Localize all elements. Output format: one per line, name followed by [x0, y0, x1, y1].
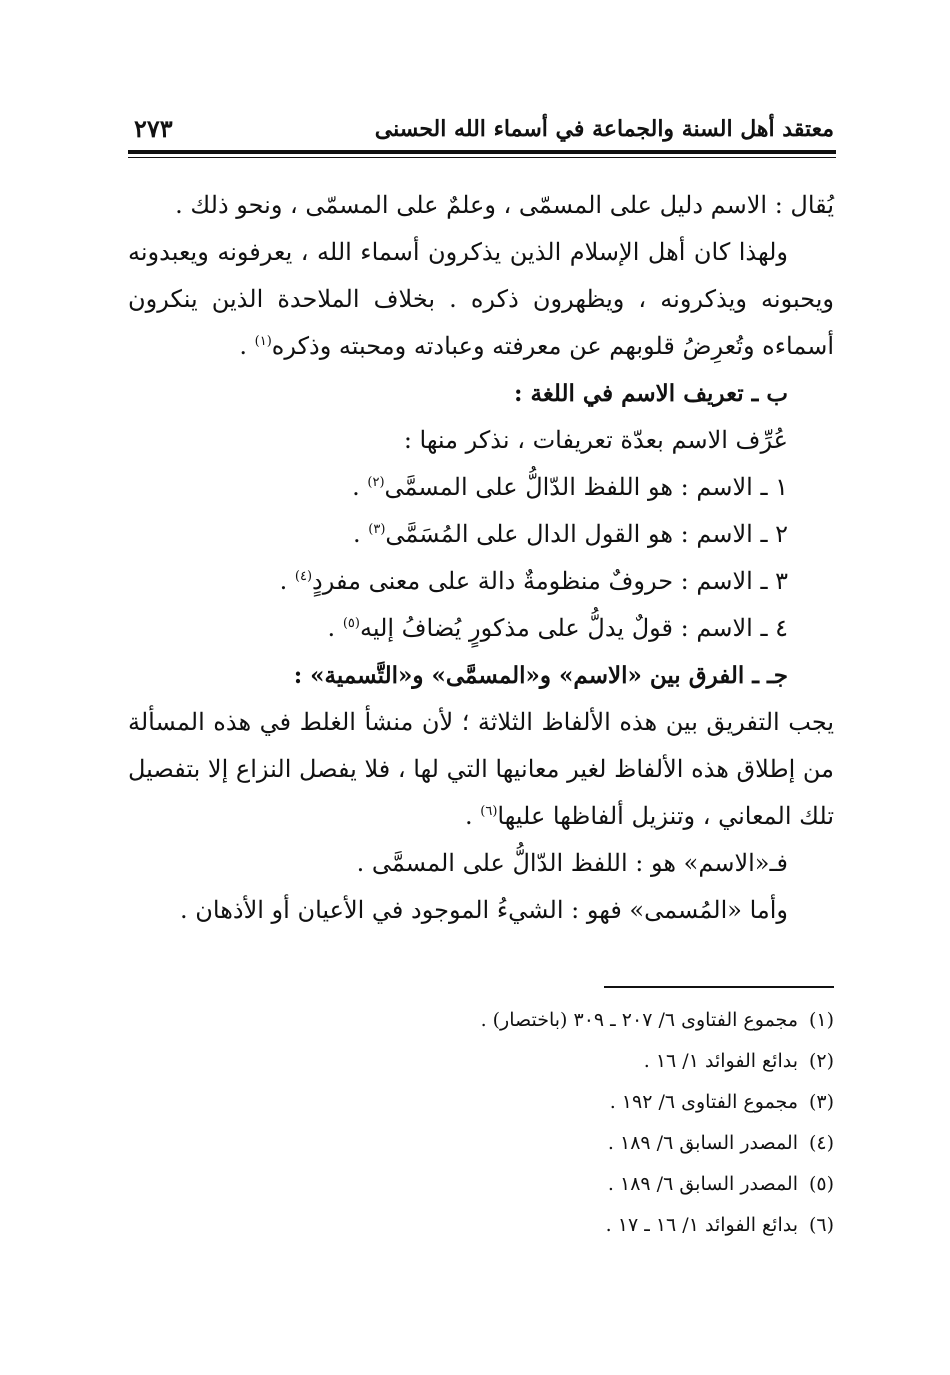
footnote-text: المصدر السابق ٦/ ١٨٩ .: [607, 1173, 798, 1195]
paragraph: [128, 699, 834, 840]
footnote-text: مجموع الفتاوى ٦/ ٢٠٧ ـ ٣٠٩ (باختصار) .: [480, 1009, 798, 1031]
paragraph-end: .: [465, 802, 481, 830]
footnote-ref: (٢): [367, 475, 385, 490]
footnotes: [128, 1000, 834, 1246]
definition-item: [128, 511, 834, 558]
definition-text: ٤ ـ الاسم : قولٌ يدلُّ على مذكورٍ يُضافُ إليه: [359, 614, 788, 642]
footnote-ref: (٣): [368, 522, 386, 537]
page-header: [128, 112, 834, 152]
footnote-ref: (١): [254, 334, 272, 349]
section-heading-b: ب ـ تعريف الاسم في اللغة :: [513, 380, 788, 407]
footnote-text: بدائع الفوائد ١/ ١٦ ـ ١٧ .: [605, 1214, 798, 1236]
footnote-ref: (٦): [480, 804, 498, 819]
footnote-number: (١): [808, 1009, 834, 1031]
footnote-number: (٣): [808, 1091, 834, 1113]
paragraph: وأما «المُسمى» فهو : الشيءُ الموجود في الأعيان أو الأذهان .: [180, 896, 788, 924]
paragraph: يُقال : الاسم دليل على المسمّى ، وعلمٌ على المسمّى ، ونحو ذلك .: [175, 191, 834, 219]
definition-text: ٢ ـ الاسم : هو القول الدال على المُسَمَّى: [385, 520, 788, 548]
header-rule-thin: [128, 157, 836, 158]
main-text: [128, 182, 834, 934]
paragraph-text: ولهذا كان أهل الإسلام الذين يذكرون أسماء الله ، يعرفونه ويعبدونه ويحبونه ويذكرونه ، ويظهرون ذكره . بخلاف الملاحدة الذين ينكرون أسماءه وتُعرِضُ قلوبهم عن معرفته وعبادته ومحبته وذكره: [128, 238, 834, 360]
paragraph: [128, 229, 834, 370]
footnote-text: بدائع الفوائد ١/ ١٦ .: [643, 1050, 798, 1072]
paragraph-text: يجب التفريق بين هذه الألفاظ الثلاثة ؛ لأن منشأ الغلط في هذه المسألة من إطلاق هذه الألفاظ لغير معانيها التي لها ، فلا يفصل النزاع إلا بتفصيل تلك المعاني ، وتنزيل ألفاظها عليها: [128, 708, 835, 830]
definition-text: ٣ ـ الاسم : حروفٌ منظومةٌ دالة على معنى مفردٍ: [312, 567, 788, 595]
footnote-ref: (٥): [342, 616, 360, 631]
definition-end: .: [279, 567, 295, 595]
paragraph: عُرِّف الاسم بعدّة تعريفات ، نذكر منها :: [403, 426, 788, 454]
footnote-item: [128, 1000, 834, 1041]
footnote-separator: [604, 986, 834, 988]
paragraph: فـ«الاسم» هو : اللفظ الدّالُّ على المسمَّى .: [356, 849, 788, 877]
footnote-text: المصدر السابق ٦/ ١٨٩ .: [607, 1132, 798, 1154]
footnote-item: [128, 1123, 834, 1164]
definition-end: .: [353, 520, 369, 548]
footnote-number: (٤): [808, 1132, 834, 1154]
footnote-number: (٢): [808, 1050, 834, 1072]
running-title: معتقد أهل السنة والجماعة في أسماء الله الحسنى: [374, 116, 834, 142]
definition-item: [128, 558, 834, 605]
definition-text: ١ ـ الاسم : هو اللفظ الدّالُّ على المسمَّى: [384, 473, 788, 501]
section-heading-c: جـ ـ الفرق بين «الاسم» و«المسمَّى» و«التَّسمية» :: [293, 662, 788, 689]
definition-item: [128, 605, 834, 652]
paragraph-end: .: [239, 332, 255, 360]
footnote-item: [128, 1082, 834, 1123]
definition-item: [128, 464, 834, 511]
definition-end: .: [352, 473, 368, 501]
footnote-number: (٦): [808, 1214, 834, 1236]
footnote-item: [128, 1164, 834, 1205]
definition-end: .: [327, 614, 343, 642]
footnote-ref: (٤): [294, 569, 313, 584]
header-rule: [128, 150, 836, 154]
page-number: ٢٧٣: [134, 114, 173, 143]
footnote-text: مجموع الفتاوى ٦/ ١٩٢ .: [609, 1091, 798, 1113]
footnote-number: (٥): [808, 1173, 834, 1195]
footnote-item: [128, 1205, 834, 1246]
footnote-item: [128, 1041, 834, 1082]
